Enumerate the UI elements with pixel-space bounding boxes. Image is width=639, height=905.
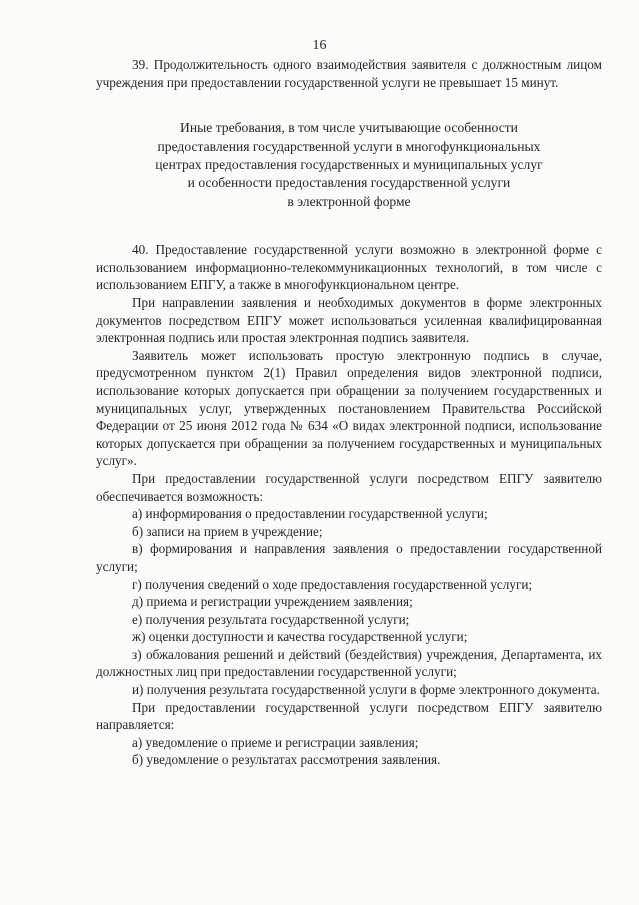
list-item: д) приема и регистрации учреждением заявления; <box>132 594 413 610</box>
heading-line: и особенности предоставления государственной услуги <box>187 175 511 191</box>
list-item: б) уведомление о результатах рассмотрения заявления. <box>132 752 441 768</box>
page-number: 16 <box>312 38 327 53</box>
list-item: а) информирования о предоставлении государственной услуги; <box>132 506 488 522</box>
list-item: з) обжалования решений и действий (бездействия) учреждения, Департамента, их должностных лиц при предоставлении государственной услуги; <box>96 646 602 680</box>
list-item: е) получения результата государственной услуги; <box>132 611 410 627</box>
list-item: б) записи на прием в учреждение; <box>132 523 323 539</box>
list-item: ж) оценки доступности и качества государственной услуги; <box>132 629 468 645</box>
document-body <box>96 56 602 769</box>
heading-line: центрах предоставления государственных и муниципальных услуг <box>155 157 543 172</box>
paragraph-39: 39. Продолжительность одного взаимодействия заявителя с должностным лицом учреждения при предоставлении государственной услуги не превышает 15 минут. <box>96 57 602 90</box>
heading-line: в электронной форме <box>287 193 411 209</box>
paragraph-epgu-notifications: При предоставлении государственной услуги посредством ЕПГУ заявителю направляется: <box>96 699 602 733</box>
list-item: а) уведомление о приеме и регистрации заявления; <box>132 734 419 750</box>
paragraph-signature: При направлении заявления и необходимых документов в форме электронных документов посредством ЕПГУ может использоваться усиленная квалифицированная электронная подпись или простая электронная подпись заявителя. <box>96 295 602 346</box>
paragraph-simple-signature: Заявитель может использовать простую электронную подпись в случае, предусмотренном пунктом 2(1) Правил определения видов электронной подписи, использование которых допускается при обращении за получением государственных и муниципальных услуг, утвержденных постановлением Правительства Российской Федерации от 25 июня 2012 года № 634 «О видах электронной подписи, использование которых допускается при обращении за получением государственных и муниципальных услуг». <box>96 347 602 469</box>
heading-line: предоставления государственной услуги в многофункциональных <box>157 138 541 154</box>
list-item: и) получения результата государственной услуги в форме электронного документа. <box>132 682 600 698</box>
paragraph-40: 40. Предоставление государственной услуги возможно в электронной форме с использованием информационно-телекоммуникационных технологий, в том числе с использованием ЕПГУ, а также в многофункциональном центре. <box>96 242 602 293</box>
list-item: г) получения сведений о ходе предоставления государственной услуги; <box>132 576 533 592</box>
list-item: в) формирования и направления заявления о предоставлении государственной услуги; <box>96 541 602 574</box>
paragraph-epgu-capabilities: При предоставлении государственной услуги посредством ЕПГУ заявителю обеспечивается возможность: <box>96 470 602 504</box>
heading-line: Иные требования, в том числе учитывающие особенности <box>180 120 518 136</box>
section-heading <box>96 119 602 211</box>
